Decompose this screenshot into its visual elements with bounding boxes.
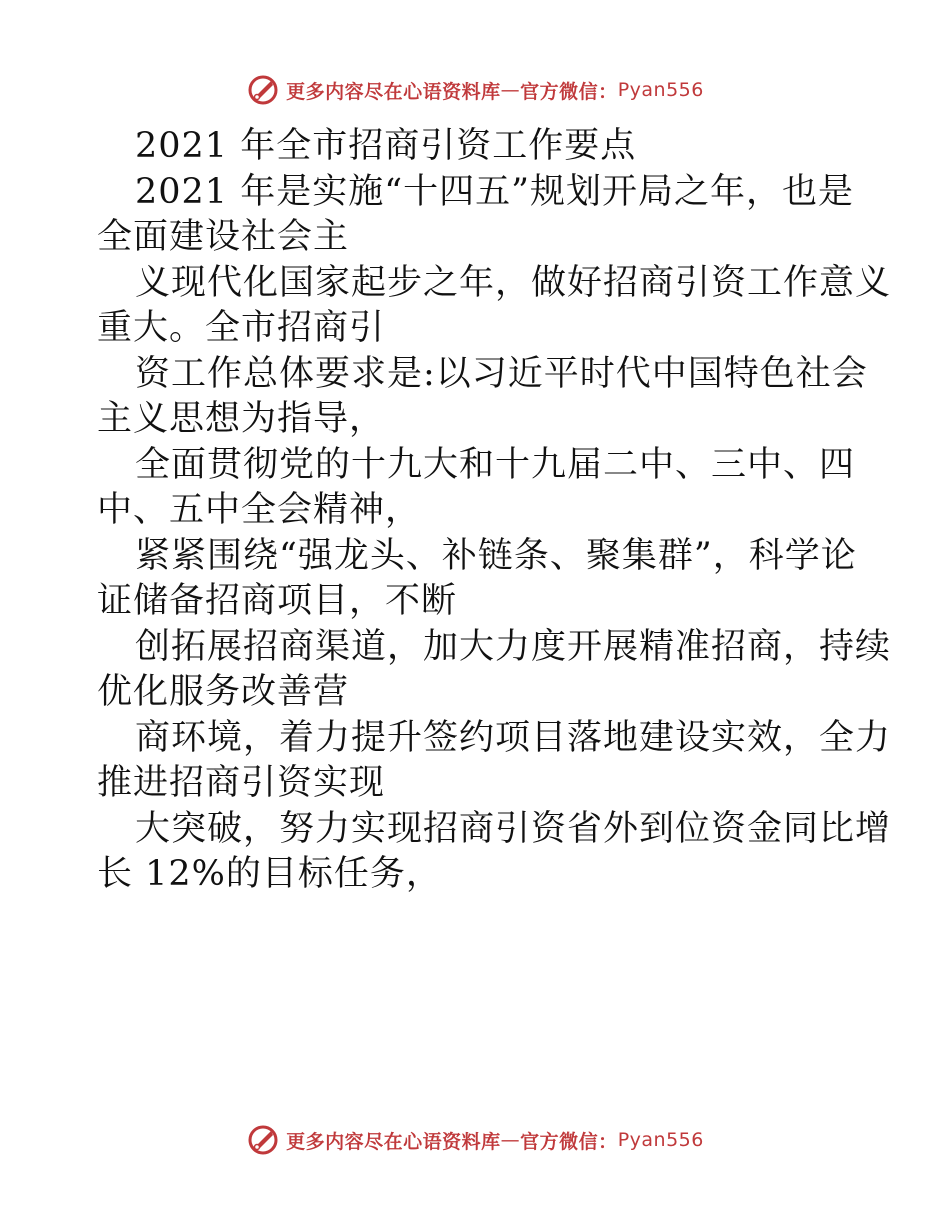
text-line: 证储备招商项目，不断: [97, 581, 458, 621]
watermark-main-text: 更多内容尽在心语资料库: [286, 1130, 501, 1153]
document-body: [97, 124, 892, 898]
watermark-separator: —: [500, 1129, 521, 1151]
watermark-wechat-id: Pyan556: [617, 1129, 704, 1151]
text-line: 长 12%的目标任务，: [97, 854, 442, 894]
text-line: 中、五中全会精神，: [97, 490, 422, 530]
watermark-banner-top: [0, 70, 950, 110]
text-line: 资工作总体要求是:以习近平时代中国特色社会: [135, 353, 868, 394]
quill-logo-icon: [246, 1123, 280, 1157]
text-line: 2021 年是实施“十四五”规划开局之年，也是: [135, 171, 854, 212]
watermark-wechat-label: 官方微信：: [520, 1130, 618, 1153]
text-line: 重大。全市招商引: [97, 308, 386, 348]
text-line: 创拓展招商渠道，加大力度开展精准招商，持续: [135, 626, 892, 667]
watermark-wechat-id: Pyan556: [617, 79, 704, 101]
text-line: 优化服务改善营: [97, 672, 350, 712]
text-line: 推进招商引资实现: [97, 763, 386, 803]
text-line: 义现代化国家起步之年，做好招商引资工作意义: [135, 262, 892, 303]
text-line: 商环境，着力提升签约项目落地建设实效，全力: [135, 717, 892, 758]
text-line: 全面建设社会主: [97, 217, 350, 257]
text-line: 主义思想为指导，: [97, 399, 386, 439]
text-line: 全面贯彻党的十九大和十九届二中、三中、四: [135, 444, 856, 485]
watermark-wechat-label: 官方微信：: [520, 80, 618, 103]
watermark-banner-bottom: [0, 1120, 950, 1160]
document-title: 2021 年全市招商引资工作要点: [135, 126, 637, 166]
watermark-main-text: 更多内容尽在心语资料库: [286, 80, 501, 103]
quill-logo-icon: [246, 73, 280, 107]
watermark-separator: —: [500, 79, 521, 101]
text-line: 紧紧围绕“强龙头、补链条、聚集群”，科学论: [135, 535, 857, 576]
text-line: 大突破，努力实现招商引资省外到位资金同比增: [135, 808, 892, 849]
